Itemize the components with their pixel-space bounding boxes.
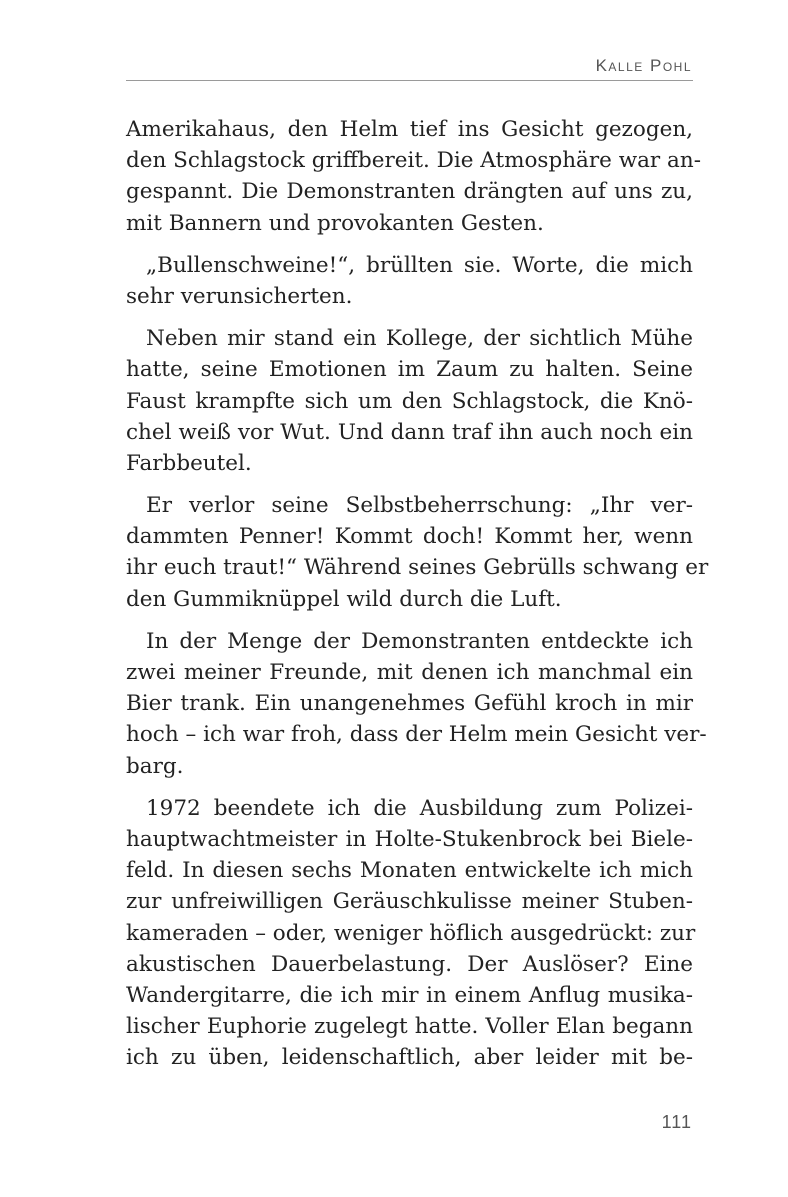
text-line: kameraden – oder, weniger höflich ausgedrückt: zur [126, 920, 696, 946]
text-line: Er verlor seine Selbstbeherrschung: „Ihr ver- [146, 493, 693, 519]
text-line: sehr verunsicherten. [126, 283, 353, 309]
text-line: mit Bannern und provokanten Gesten. [126, 210, 544, 236]
text-line: zwei meiner Freunde, mit denen ich manchmal ein [126, 660, 693, 685]
paragraph [126, 490, 709, 615]
text-line: akustischen Dauerbelastung. Der Auslöser? Eine [126, 951, 693, 977]
text-line: 1972 beendete ich die Ausbildung zum Polizei- [146, 795, 693, 821]
text-line: Neben mir stand ein Kollege, der sichtlich Mühe [146, 326, 693, 352]
text-line: gespannt. Die Demonstranten drängten auf uns zu, [126, 179, 693, 205]
paragraph [126, 626, 707, 782]
header-rule [126, 80, 693, 81]
running-head: Kalle Pohl [595, 56, 692, 75]
text-line: barg. [126, 753, 184, 779]
text-line: Wandergitarre, die ich mir in einem Anflug musika- [126, 982, 693, 1008]
text-line: ihr euch traut!“ Während seines Gebrülls schwang er [126, 555, 709, 581]
paragraph [126, 793, 696, 1074]
text-line: „Bullenschweine!“, brüllten sie. Worte, die mich [146, 252, 693, 278]
text-line: Faust krampfte sich um den Schlagstock, die Knö- [126, 388, 693, 414]
page-number: 111 [661, 1112, 692, 1132]
text-line: hatte, seine Emotionen im Zaum zu halten. Seine [126, 357, 693, 383]
text-line: chel weiß vor Wut. Und dann traf ihn auch noch ein [126, 419, 693, 445]
text-line: lischer Euphorie zugelegt hatte. Voller Elan begann [126, 1014, 693, 1040]
text-line: hauptwachtmeister in Holte-Stukenbrock bei Biele- [126, 826, 693, 852]
text-line: ich zu üben, leidenschaftlich, aber leider mit be- [126, 1045, 693, 1071]
text-line: Farbbeutel. [126, 450, 252, 476]
text-line: Bier trank. Ein unangenehmes Gefühl kroch in mir [126, 691, 693, 717]
text-line: feld. In diesen sechs Monaten entwickelte ich mich [126, 858, 693, 884]
text-line: den Gummiknüppel wild durch die Luft. [126, 586, 562, 612]
paragraph [126, 323, 693, 479]
paragraph [126, 114, 701, 239]
paragraph [126, 250, 693, 312]
text-line: dammten Penner! Kommt doch! Kommt her, wenn [126, 524, 693, 550]
text-line: hoch – ich war froh, dass der Helm mein Gesicht ver- [126, 722, 707, 748]
body-text [126, 114, 709, 1073]
text-line: Amerikahaus, den Helm tief ins Gesicht gezogen, [126, 117, 693, 142]
text-line: In der Menge der Demonstranten entdeckte ich [146, 628, 693, 654]
text-line: den Schlagstock griffbereit. Die Atmosphäre war an- [126, 148, 701, 174]
text-line: zur unfreiwilligen Geräuschkulisse meiner Stuben- [126, 889, 693, 915]
